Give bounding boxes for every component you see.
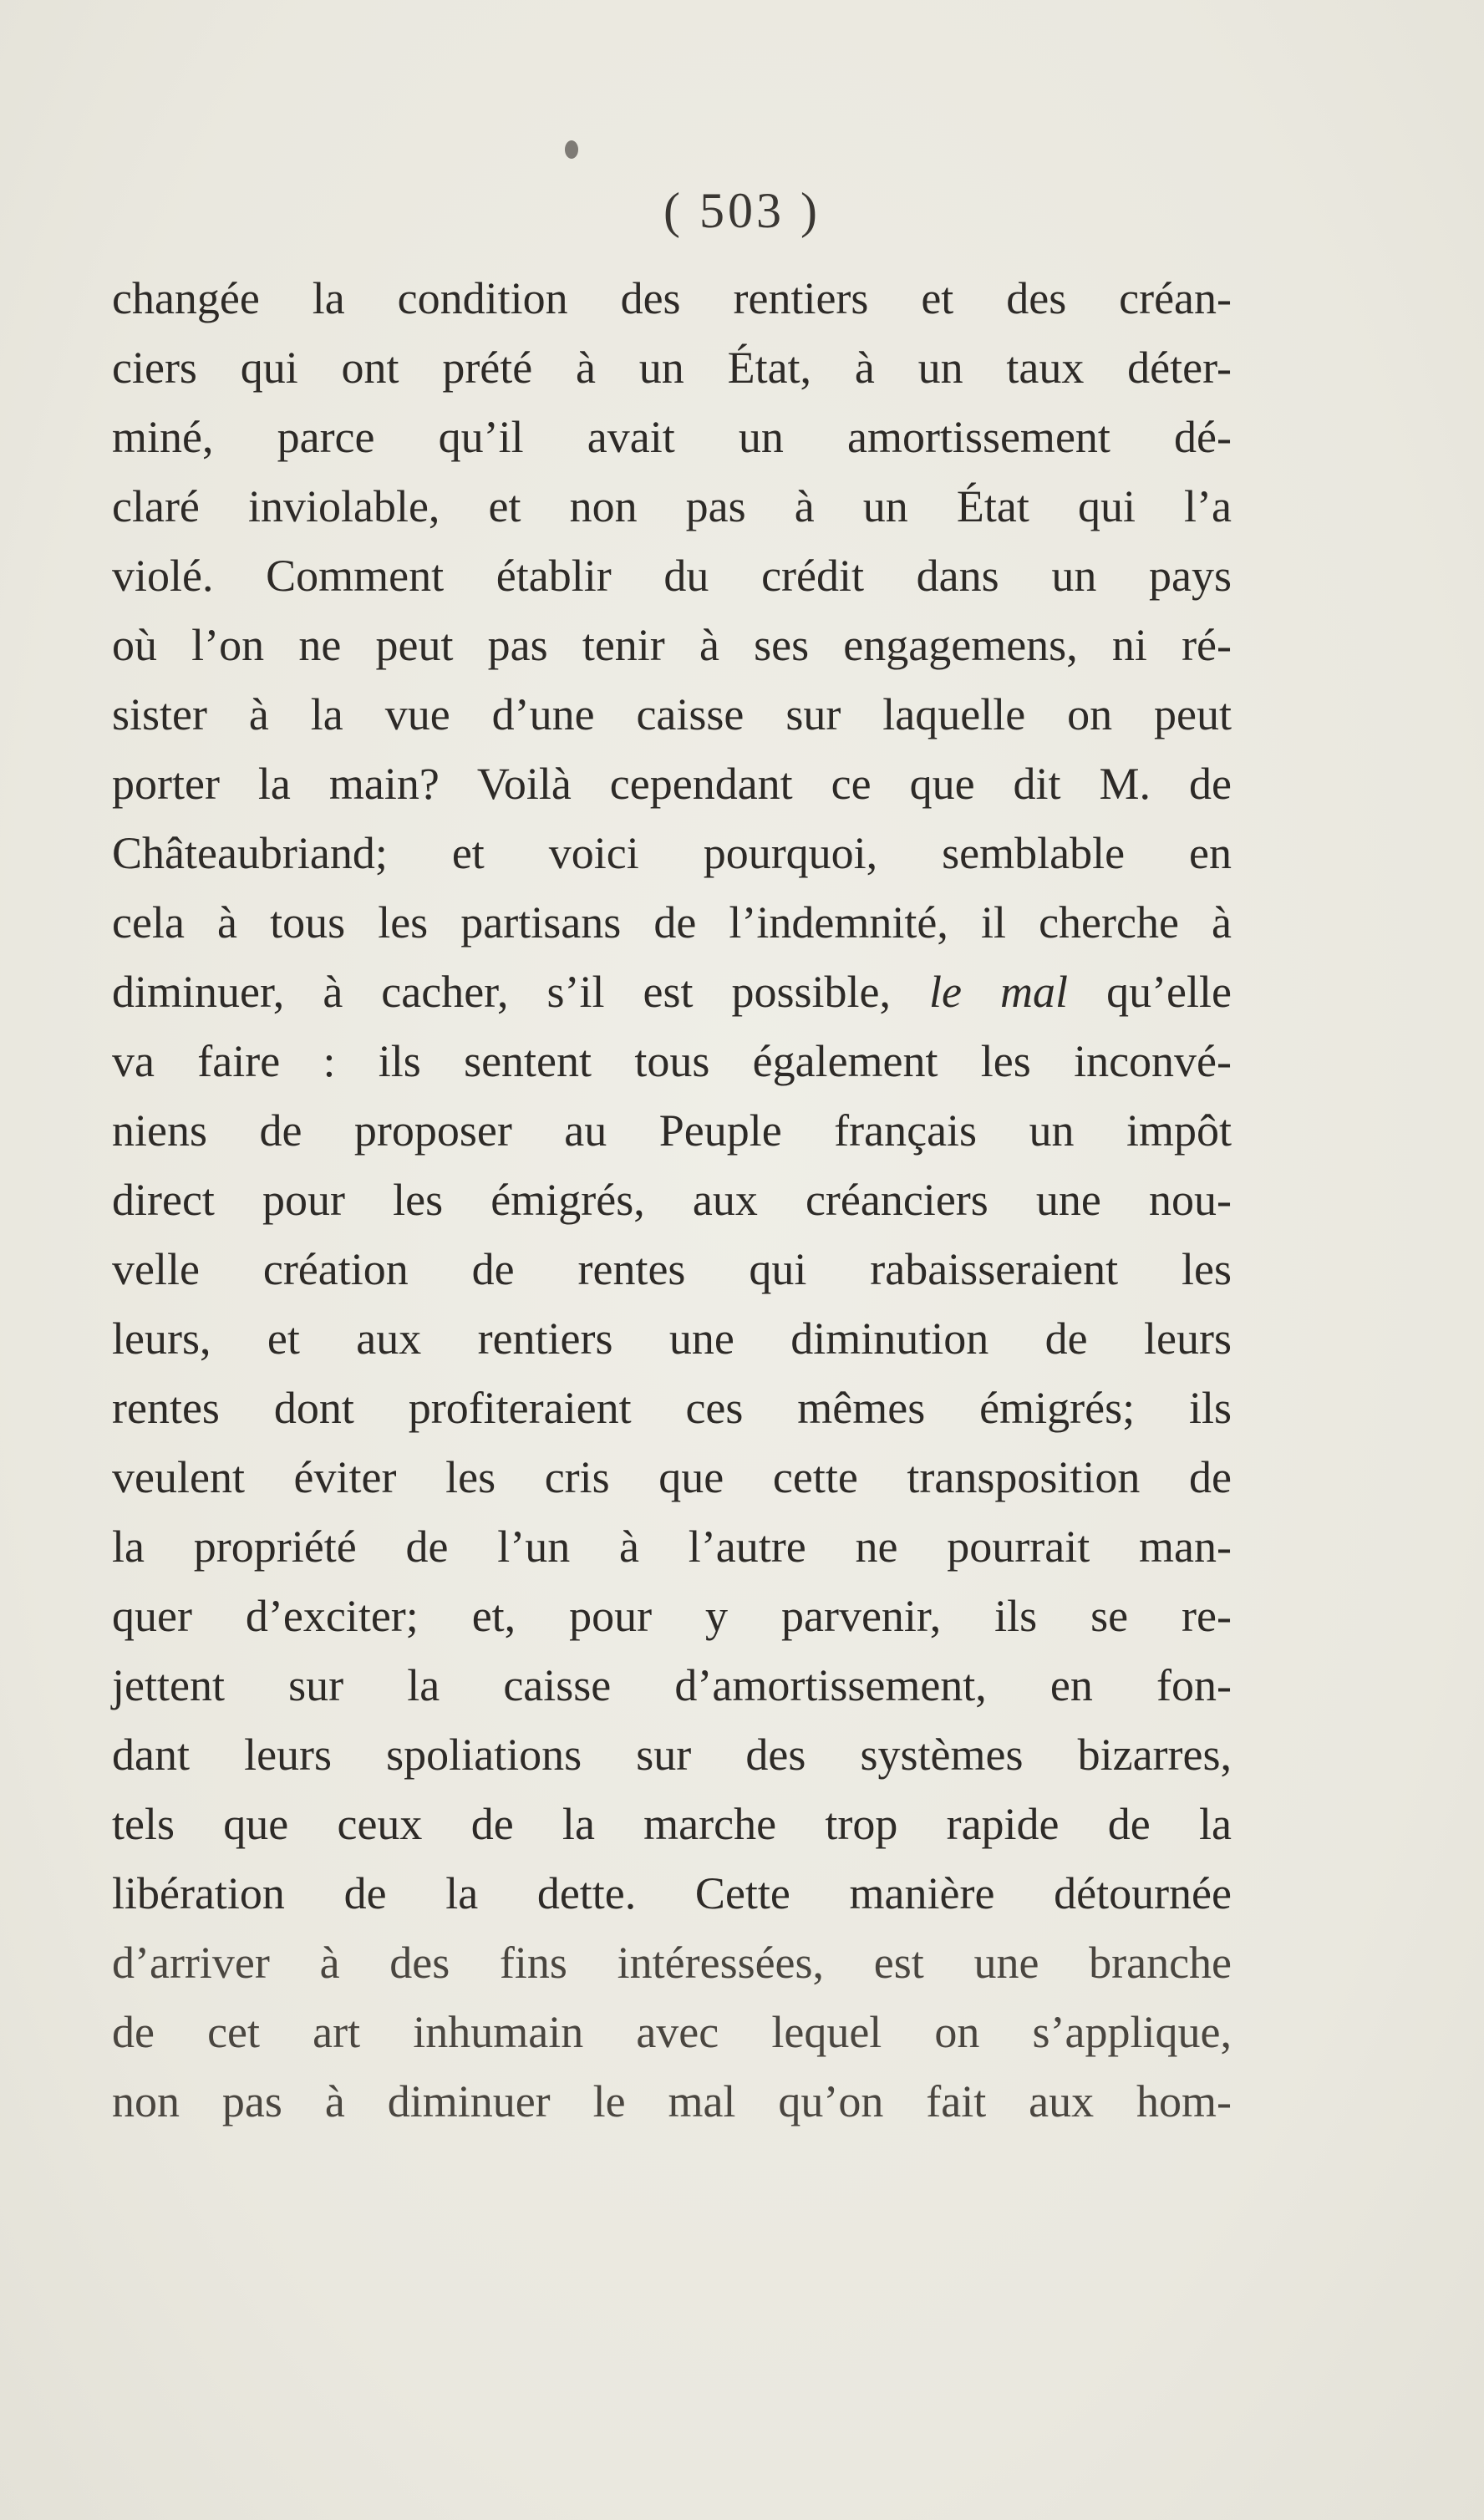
body-text <box>112 264 1232 2136</box>
text-line: la propriété de l’un à l’autre ne pourrait man- <box>112 1522 1232 1572</box>
text-line: cela à tous les partisans de l’indemnité, il cherche à <box>112 897 1232 948</box>
text-line-with-italic <box>112 958 1232 1027</box>
text-line: changée la condition des rentiers et des créan- <box>112 273 1232 323</box>
text-line: sister à la vue d’une caisse sur laquelle on peut <box>112 689 1232 739</box>
text-line: où l’on ne peut pas tenir à ses engagemens, ni ré- <box>112 620 1232 670</box>
text-line: de cet art inhumain avec lequel on s’applique, <box>112 2007 1232 2057</box>
text-line: d’arriver à des fins intéressées, est une branche <box>112 1938 1232 1988</box>
text-line: libération de la dette. Cette manière détournée <box>112 1868 1232 1918</box>
text-line: dant leurs spoliations sur des systèmes bizarres, <box>112 1730 1232 1780</box>
text-line: quer d’exciter; et, pour y parvenir, ils se re- <box>112 1591 1232 1641</box>
text-line: va faire : ils sentent tous également les inconvé- <box>112 1036 1232 1086</box>
text-segment: qu’elle <box>1068 967 1232 1017</box>
text-line: leurs, et aux rentiers une diminution de leurs <box>112 1313 1232 1364</box>
text-line: ciers qui ont prété à un État, à un taux déter- <box>112 343 1232 393</box>
text-line: jettent sur la caisse d’amortissement, en fon- <box>112 1660 1232 1710</box>
page-number: ( 503 ) <box>663 183 821 238</box>
text-line: Châteaubriand; et voici pourquoi, semblable en <box>112 828 1232 878</box>
text-line: rentes dont profiteraient ces mêmes émigrés; ils <box>112 1383 1232 1433</box>
text-line: veulent éviter les cris que cette transposition de <box>112 1452 1232 1502</box>
ink-mark <box>565 140 578 159</box>
text-line: miné, parce qu’il avait un amortissement dé- <box>112 412 1232 462</box>
text-line: porter la main? Voilà cependant ce que dit M. de <box>112 759 1232 809</box>
text-line: violé. Comment établir du crédit dans un pays <box>112 551 1232 601</box>
text-segment: diminuer, à cacher, s’il est possible, <box>112 967 930 1017</box>
text-line: tels que ceux de la marche trop rapide de la <box>112 1799 1232 1849</box>
text-line: velle création de rentes qui rabaisseraient les <box>112 1244 1232 1294</box>
text-line: non pas à diminuer le mal qu’on fait aux hom- <box>112 2076 1232 2126</box>
text-line: claré inviolable, et non pas à un État qui l’a <box>112 481 1232 531</box>
text-line: niens de proposer au Peuple français un impôt <box>112 1105 1232 1156</box>
text-line: direct pour les émigrés, aux créanciers une nou- <box>112 1175 1232 1225</box>
italic-phrase: le mal <box>929 967 1069 1017</box>
